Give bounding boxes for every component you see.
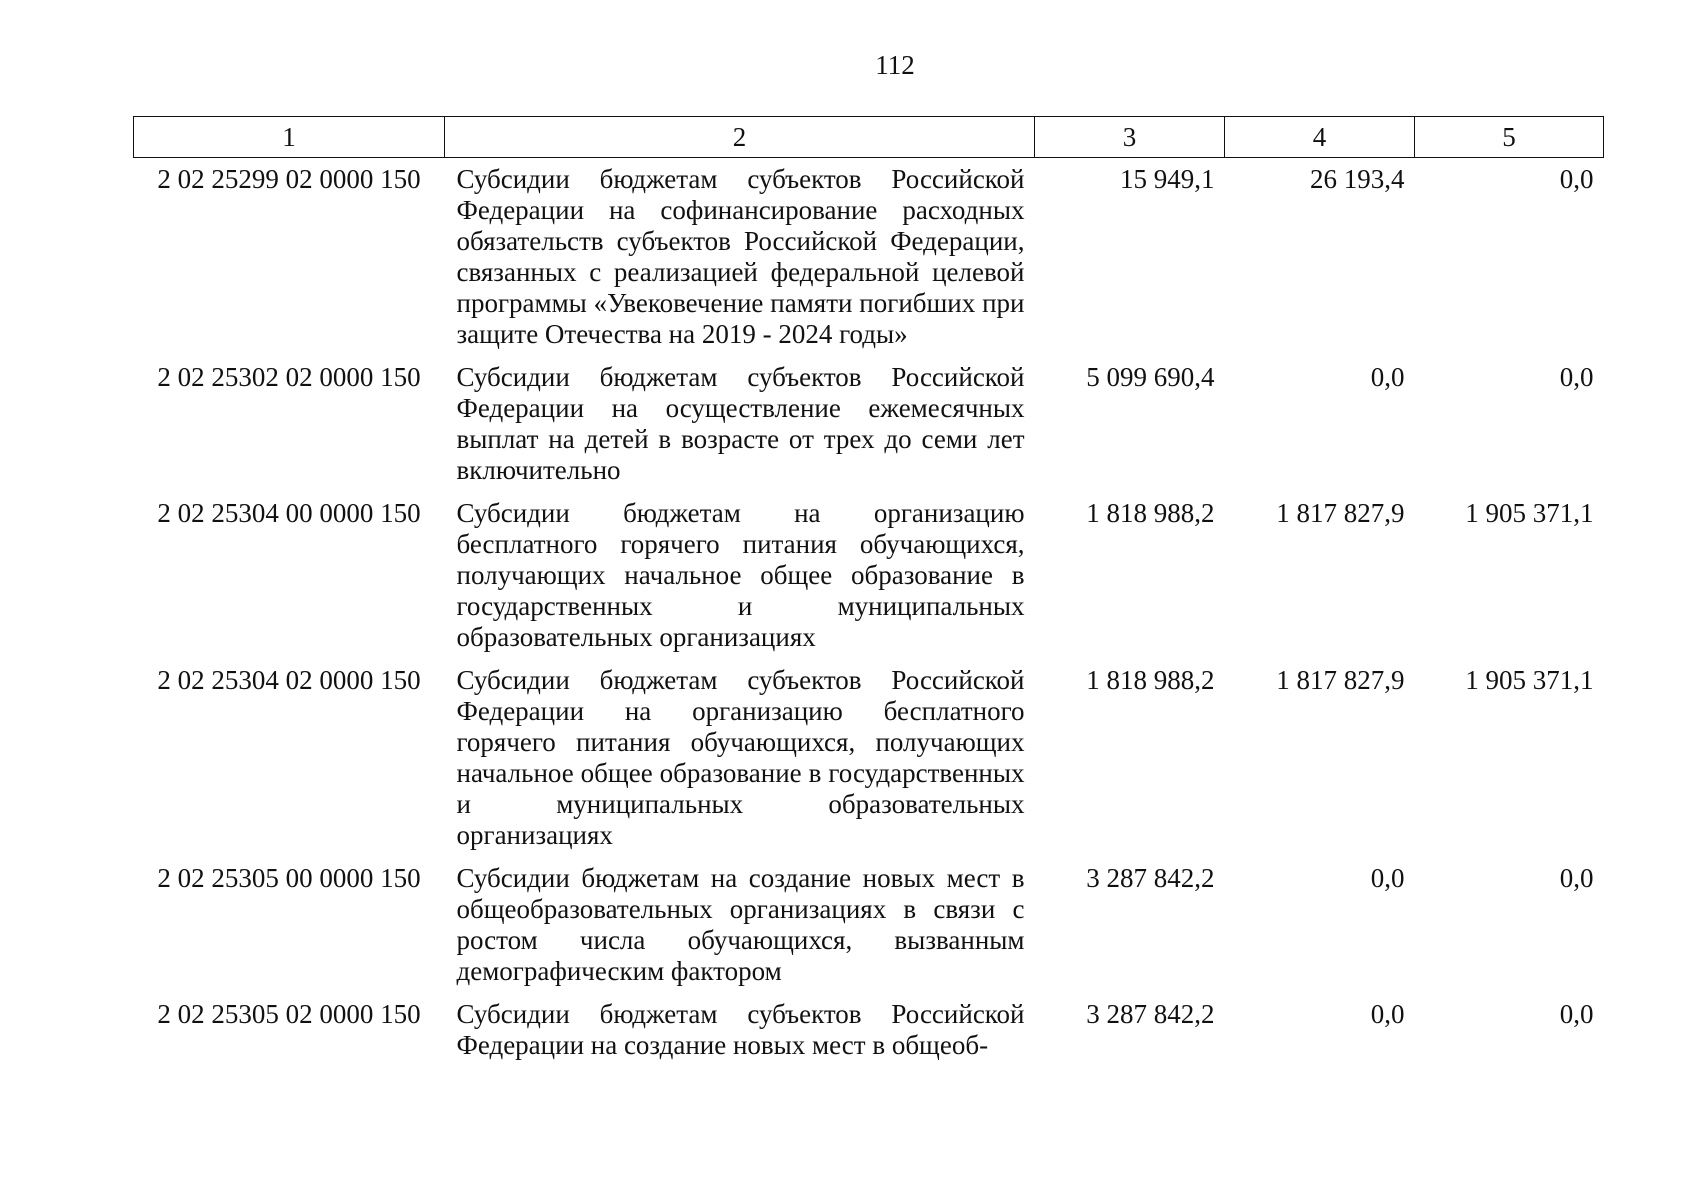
value-col4: 0,0 xyxy=(1370,863,1405,893)
header-cell-3: 3 xyxy=(1035,117,1225,158)
table-row xyxy=(134,659,1604,857)
table-row xyxy=(134,492,1604,659)
page-number: 112 xyxy=(875,50,915,80)
value-col5: 0,0 xyxy=(1559,863,1594,893)
table-row xyxy=(134,857,1604,993)
value-col3: 15 949,1 xyxy=(1120,164,1215,194)
description: Субсидии бюджетам субъектов Российской Федерации на организацию бесплатного горячего питания обучающихся, получающих начальное общее образование в государственных и муниципальных образовательных организациях xyxy=(456,665,1025,850)
value-col4: 0,0 xyxy=(1370,999,1405,1029)
description: Субсидии бюджетам субъектов Российской Федерации на осуществление ежемесячных выплат на детей в возрасте от трех до семи лет включительно xyxy=(456,362,1025,485)
table-row xyxy=(134,158,1604,357)
budget-code: 2 02 25304 00 0000 150 xyxy=(157,498,421,528)
value-col5: 1 905 371,1 xyxy=(1465,498,1594,528)
budget-code: 2 02 25305 00 0000 150 xyxy=(157,863,421,893)
budget-code: 2 02 25302 02 0000 150 xyxy=(157,362,421,392)
description: Субсидии бюджетам субъектов Российской Федерации на софинансирование расходных обязательств субъектов Российской Федерации, связанных с реализацией федеральной целевой программы «Увековечение памяти погибших при защите Отечества на 2019 - 2024 годы» xyxy=(456,164,1025,349)
value-col3: 3 287 842,2 xyxy=(1086,999,1215,1029)
value-col3: 3 287 842,2 xyxy=(1086,863,1215,893)
value-col4: 1 817 827,9 xyxy=(1276,665,1405,695)
value-col5: 0,0 xyxy=(1559,999,1594,1029)
description: Субсидии бюджетам на организацию бесплатного горячего питания обучающихся, получающих начальное общее образование в государственных и муниципальных образовательных организациях xyxy=(456,498,1025,652)
value-col5: 1 905 371,1 xyxy=(1465,665,1594,695)
value-col5: 0,0 xyxy=(1559,164,1594,194)
value-col5: 0,0 xyxy=(1559,362,1594,392)
budget-code: 2 02 25299 02 0000 150 xyxy=(157,164,421,194)
value-col3: 1 818 988,2 xyxy=(1086,498,1215,528)
budget-code: 2 02 25304 02 0000 150 xyxy=(157,665,421,695)
header-cell-2: 2 xyxy=(445,117,1035,158)
value-col4: 26 193,4 xyxy=(1310,164,1405,194)
description: Субсидии бюджетам на создание новых мест в общеобразовательных организациях в связи с ростом числа обучающихся, вызванным демографическим фактором xyxy=(456,863,1025,986)
header-cell-1: 1 xyxy=(134,117,445,158)
table-row xyxy=(134,356,1604,492)
value-col4: 1 817 827,9 xyxy=(1276,498,1405,528)
table-row xyxy=(134,993,1604,1067)
value-col4: 0,0 xyxy=(1370,362,1405,392)
value-col3: 1 818 988,2 xyxy=(1086,665,1215,695)
header-cell-5: 5 xyxy=(1415,117,1604,158)
budget-code: 2 02 25305 02 0000 150 xyxy=(157,999,421,1029)
description: Субсидии бюджетам субъектов Российской Федерации на создание новых мест в общеоб- xyxy=(456,999,1025,1060)
value-col3: 5 099 690,4 xyxy=(1086,362,1215,392)
budget-table xyxy=(133,116,1604,1067)
header-row xyxy=(134,117,1604,158)
header-cell-4: 4 xyxy=(1225,117,1415,158)
